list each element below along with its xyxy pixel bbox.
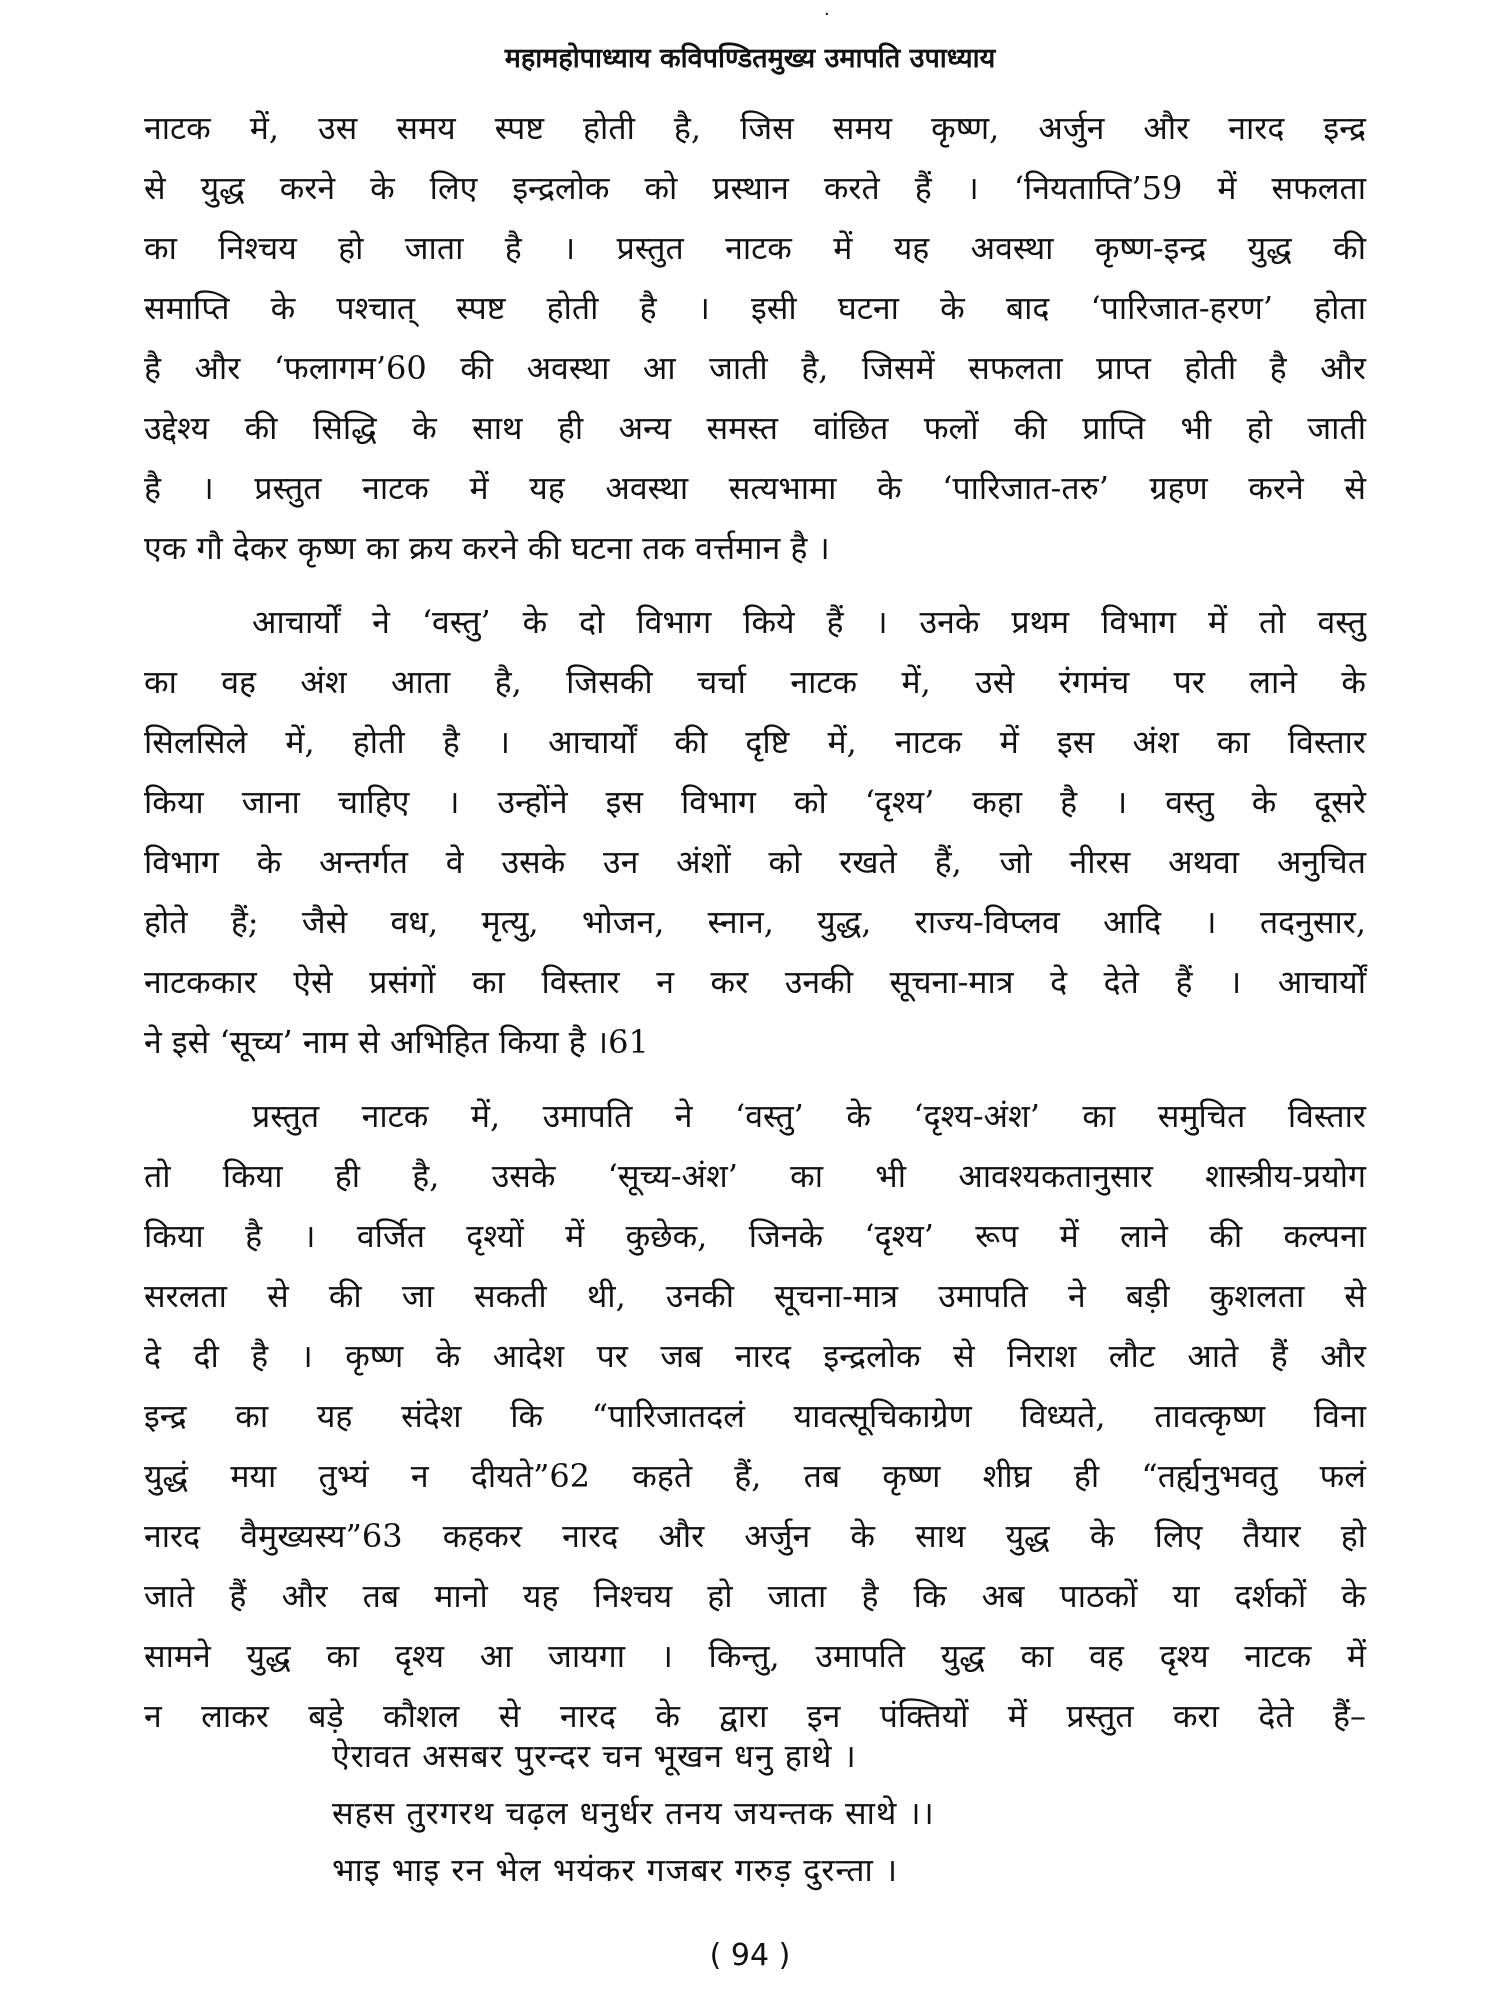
text-line: दे दी है । कृष्ण के आदेश पर जब नारद इन्द्रलोक से निराश लौट आते हैं और xyxy=(144,1337,1366,1375)
text-line: न लाकर बड़े कौशल से नारद के द्वारा इन पंक्तियों में प्रस्तुत करा देते हैं– xyxy=(144,1697,1366,1735)
paragraph xyxy=(144,592,1366,1072)
text-line: नाटककार ऐसे प्रसंगों का विस्तार न कर उनकी सूचना-मात्र दे देते हैं । आचार्यों xyxy=(144,963,1366,1001)
paragraph xyxy=(144,98,1366,578)
running-head: महामहोपाध्याय कविपण्डितमुख्य उमापति उपाध्याय xyxy=(504,43,996,74)
text-line: ने इसे ‘सूच्य’ नाम से अभिहित किया है ।61 xyxy=(144,1023,649,1061)
text-line: तो किया ही है, उसके ‘सूच्य-अंश’ का भी आवश्यकतानुसार शास्त्रीय-प्रयोग xyxy=(144,1157,1366,1195)
text-line: से युद्ध करने के लिए इन्द्रलोक को प्रस्थान करते हैं । ‘नियताप्ति’59 में सफलता xyxy=(144,169,1366,207)
text-line: नाटक में, उस समय स्पष्ट होती है, जिस समय कृष्ण, अर्जुन और नारद इन्द्र xyxy=(144,109,1366,147)
text-line: होते हैं; जैसे वध, मृत्यु, भोजन, स्नान, युद्ध, राज्य-विप्लव आदि । तदनुसार, xyxy=(144,903,1366,941)
body-text xyxy=(144,98,1366,1746)
text-line: उद्देश्य की सिद्धि के साथ ही अन्य समस्त वांछित फलों की प्राप्ति भी हो जाती xyxy=(144,409,1366,447)
text-line: जाते हैं और तब मानो यह निश्चय हो जाता है कि अब पाठकों या दर्शकों के xyxy=(144,1577,1366,1615)
verse-line: सहस तुरगरथ चढ़ल धनुर्धर तनय जयन्तक साथे ।। xyxy=(332,1794,935,1832)
text-line: प्रस्तुत नाटक में, उमापति ने ‘वस्तु’ के ‘दृश्य-अंश’ का समुचित विस्तार xyxy=(252,1097,1366,1135)
print-speck: · xyxy=(824,4,830,25)
text-line: आचार्यों ने ‘वस्तु’ के दो विभाग किये हैं । उनके प्रथम विभाग में तो वस्तु xyxy=(252,603,1366,641)
text-line: है और ‘फलागम’60 की अवस्था आ जाती है, जिसमें सफलता प्राप्त होती है और xyxy=(144,349,1366,387)
text-line: का निश्चय हो जाता है । प्रस्तुत नाटक में यह अवस्था कृष्ण-इन्द्र युद्ध की xyxy=(144,229,1366,267)
text-line: सामने युद्ध का दृश्य आ जायगा । किन्तु, उमापति युद्ध का वह दृश्य नाटक में xyxy=(144,1637,1366,1675)
text-line: सिलसिले में, होती है । आचार्यों की दृष्टि में, नाटक में इस अंश का विस्तार xyxy=(144,723,1366,761)
text-line: किया है । वर्जित दृश्यों में कुछेक, जिनके ‘दृश्य’ रूप में लाने की कल्पना xyxy=(144,1217,1366,1255)
text-line: विभाग के अन्तर्गत वे उसके उन अंशों को रखते हैं, जो नीरस अथवा अनुचित xyxy=(144,843,1366,881)
text-line: सरलता से की जा सकती थी, उनकी सूचना-मात्र उमापति ने बड़ी कुशलता से xyxy=(144,1277,1366,1315)
text-line: इन्द्र का यह संदेश कि “पारिजातदलं यावत्सूचिकाग्रेण विध्यते, तावत्कृष्ण विना xyxy=(144,1397,1366,1435)
text-line: समाप्ति के पश्चात् स्पष्ट होती है । इसी घटना के बाद ‘पारिजात-हरण’ होता xyxy=(144,289,1366,327)
text-line: है । प्रस्तुत नाटक में यह अवस्था सत्यभामा के ‘पारिजात-तरु’ ग्रहण करने से xyxy=(144,469,1366,507)
text-line: युद्धं मया तुभ्यं न दीयते”62 कहते हैं, तब कृष्ण शीघ्र ही “तर्ह्यनुभवतु फलं xyxy=(144,1457,1366,1495)
paragraph xyxy=(144,1086,1366,1746)
text-line: किया जाना चाहिए । उन्होंने इस विभाग को ‘दृश्य’ कहा है । वस्तु के दूसरे xyxy=(144,783,1366,821)
text-line: एक गौ देकर कृष्ण का क्रय करने की घटना तक वर्त्तमान है । xyxy=(144,529,830,567)
verse-line: भाइ भाइ रन भेल भयंकर गजबर गरुड़ दुरन्ता । xyxy=(332,1851,899,1889)
verse-line: ऐरावत असबर पुरन्दर चन भूखन धनु हाथे । xyxy=(332,1737,857,1775)
verse-block xyxy=(332,1728,935,1899)
text-line: का वह अंश आता है, जिसकी चर्चा नाटक में, उसे रंगमंच पर लाने के xyxy=(144,663,1366,701)
text-line: नारद वैमुख्यस्य”63 कहकर नारद और अर्जुन के साथ युद्ध के लिए तैयार हो xyxy=(144,1517,1366,1555)
page-number: ( 94 ) xyxy=(709,1938,791,1973)
